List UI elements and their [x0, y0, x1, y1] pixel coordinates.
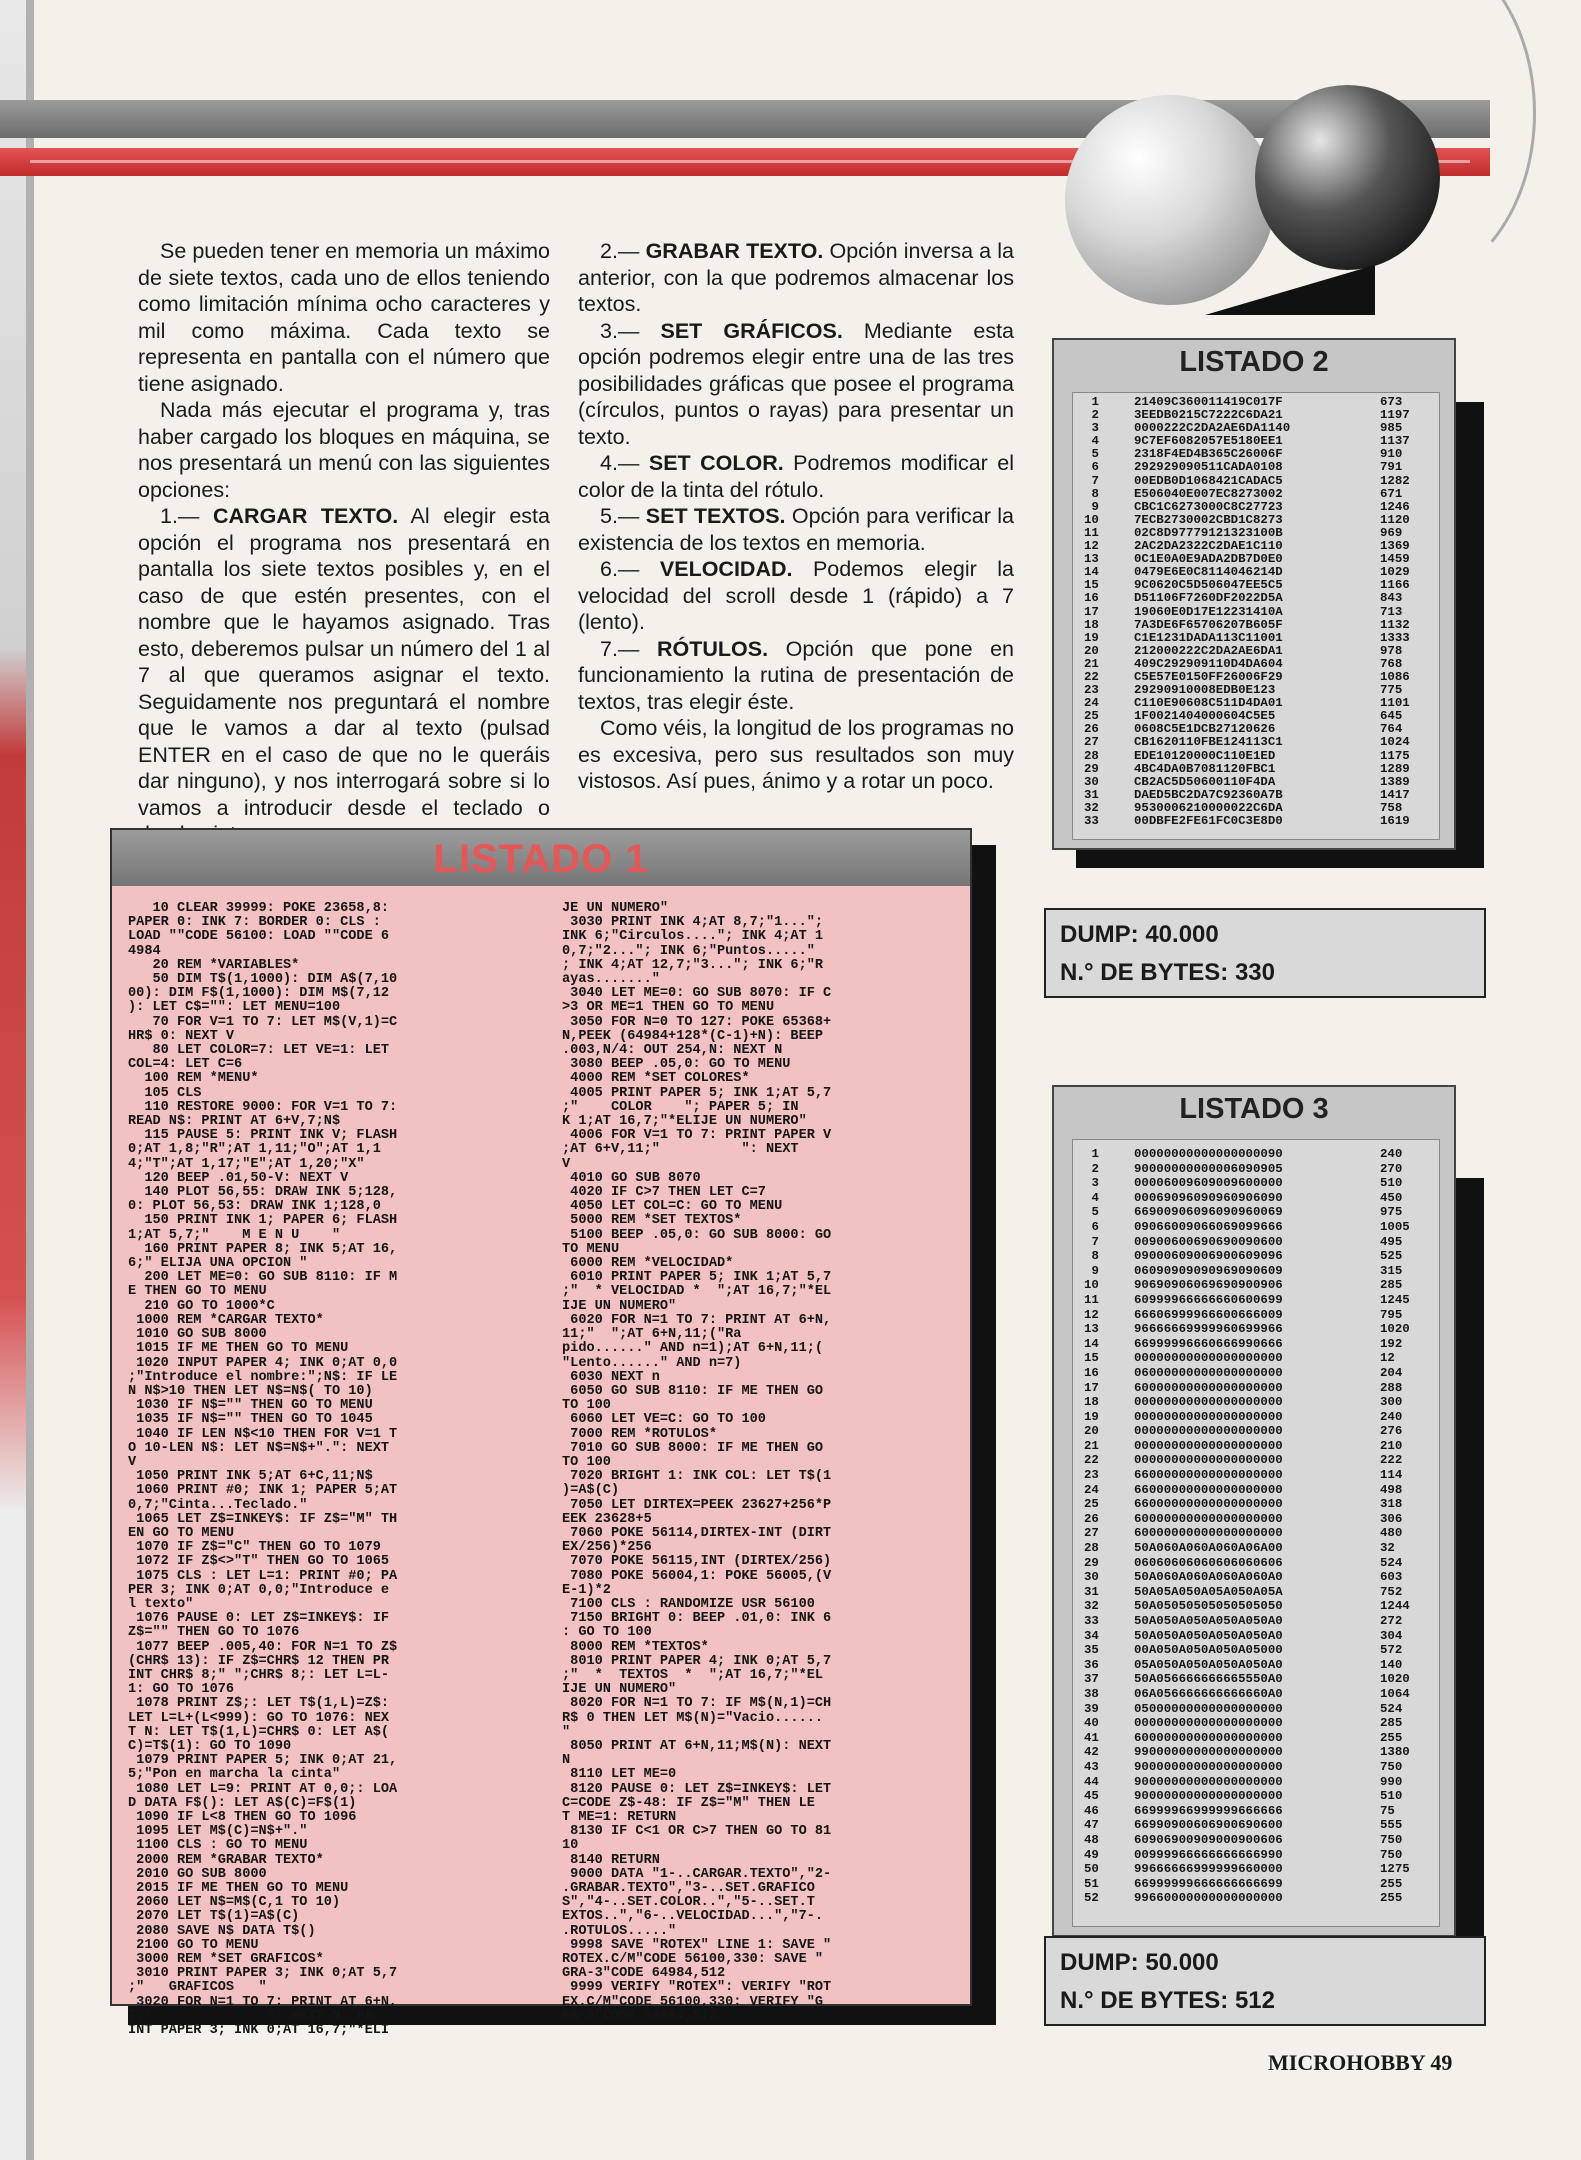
article-right-column [578, 238, 1014, 795]
option-paragraph [578, 450, 1014, 503]
option-number: 1.— [160, 504, 200, 528]
option-number: 3.— [600, 318, 640, 343]
dump-box-2 [1044, 1936, 1486, 2026]
paragraph: Se pueden tener en memoria un máximo de siete textos, cada uno de ellos teniendo como limitación mínima ocho caracteres y mil como máxima. Cada texto se representa en pantalla con el número que tiene asignado. [138, 239, 550, 396]
listado2-checksums: 673 1197 985 1137 910 791 1282 671 1246 1120 969 1369 1459 1029 1166 843 713 1132 1333 978 768 1086 775 1101 645 764 1024 1175 1289 1389 1417 758 1619 [1380, 395, 1410, 828]
black-sphere-illustration [1255, 85, 1440, 270]
white-sphere-illustration [1065, 95, 1275, 305]
option-number: 6.— [600, 557, 640, 581]
dump-address: DUMP: 40.000 [1060, 921, 1219, 948]
left-decorative-rule [26, 0, 34, 2160]
option-name: RÓTULOS. [656, 636, 769, 661]
option-number: 5.— [600, 504, 640, 528]
paragraph: Como véis, la longitud de los programas no es excesiva, pero sus resultados son muy vistosos. Así pues, ánimo y a rotar un poco. [578, 716, 1014, 793]
listado3-line-numbers: 1 2 3 4 5 6 7 8 9 10 11 12 13 14 15 16 17 18 19 20 21 22 23 24 25 26 27 28 29 30 31 32 33 34 35 36 37 38 39 40 41 42 43 44 45 46 47 48 49 50 51 52 [1084, 1147, 1099, 1906]
option-paragraph [578, 556, 1014, 636]
option-name: VELOCIDAD. [659, 557, 793, 581]
listado3-hex-data: 00000000000000000090 90000000000006090905 00006009609009600000 00069096090960906090 66900906096090960069 09066009066069099666 00900600690690090600 09000609006900609096 06090909090969090609 90690906069690900906 60999966666660600699 66606999966600666009 96666669999960699966 66999996660666990666 00000000000000000000 06000000000000000000 60000000000000000000 00000000000000000000 00000000000000000000 00000000000000000000 00000000000000000000 00000000000000000000 66000000000000000000 66000000000000000000 66000000000000000000 60000000000000000000 60000000000000000000 50A060A060A060A06A00 06060606060606060606 50A060A060A060A060A0 50A05A050A05A050A05A 50A05050505050505050 50A050A050A050A050A0 50A050A050A050A050A0 00A050A050A050A05000 05A050A050A050A050A0 50A056666666665550A0 06A056666666666660A0 05000000000000000000 00000000000000000000 60000000000000000000 99000000000000000000 90000000000000000000 90000000000000000000 90000000000000000000 66999966999999666666 66990900606900690600 60906900909000900606 00999966666666666990 99666666999999660000 66999999666666666699 99660000000000000000 [1134, 1147, 1283, 1906]
listado2-hex-data: 21409C360011419C017F 3EEDB0215C7222C6DA21 0000222C2DA2AE6DA1140 9C7EF6082057E5180EE1 2318F4ED4B365C26006F 292929090511CADA0108 00EDB0D1068421CADAC5 E506040E007EC8273002 CBC1C6273000C8C27723 7ECB2730002CBD1C8273 02C8D97779121323100B 2AC2DA2322C2DAE1C110 0C1E0A0E9ADA2DB7D0E0 0479E6E0C8114046214D 9C0620C5D506047EE5C5 D51106F7260DF2022D5A 19060E0D17E12231410A 7A3DE6F65706207B605F C1E1231DADA113C11001 212000222C2DA2AE6DA1 409C292909110D4DA604 C5E57E0150FF26006F29 29290910008EDB0E123 C110E90608C511D4DA01 1F0021404000604C5E5 0608C5E1DCB27120626 CB1620110FBE124113C1 EDE10120000C110E1ED 4BC4DA0B7081120FBC1 CB2AC5D50600110F4DA DAED5BC2DA7C92360A7B 9530006210000022C6DA 00DBFE2FE61FC0C3E8D0 [1134, 395, 1291, 828]
option-number: 7.— [600, 636, 640, 661]
page-footer: MICROHOBBY 49 [1268, 2050, 1453, 2075]
listado3-box [1052, 1085, 1456, 1937]
option-paragraph [578, 318, 1014, 451]
dump-byte-count: N.° DE BYTES: 330 [1060, 959, 1275, 986]
option-number: 2.— [600, 239, 640, 263]
option-name: SET TEXTOS. [645, 504, 786, 528]
option-name: CARGAR TEXTO. [213, 504, 399, 528]
dump-byte-count: N.° DE BYTES: 512 [1060, 1987, 1275, 2014]
listado1-box [110, 828, 972, 2039]
option-paragraph [578, 503, 1014, 556]
paragraph: Nada más ejecutar el programa y, tras haber cargado los bloques en máquina, se nos presentará un menú con las siguientes opciones: [138, 398, 550, 502]
article-left-column [138, 238, 550, 848]
option-text: Podemos elegir la velocidad del scroll desde 1 (rápido) a 7 (lento). [578, 557, 1014, 634]
listado1-code-left: 10 CLEAR 39999: POKE 23658,8: PAPER 0: INK 7: BORDER 0: CLS : LOAD ""CODE 56100: LOAD ""CODE 6 4984 20 REM *VARIABLES* 50 DIM T$(1,1000): DIM A$(7,10 00): DIM F$(1,1000): DIM M$(7,12 ): LET C$="": LET MENU=100 70 FOR V=1 TO 7: LET M$(V,1)=C HR$ 0: NEXT V 80 LET COLOR=7: LET VE=1: LET COL=4: LET C=6 100 REM *MENU* 105 CLS 110 RESTORE 9000: FOR V=1 TO 7: READ N$: PRINT AT 6+V,7;N$ 115 PAUSE 5: PRINT INK V; FLASH 0;AT 1,8;"R";AT 1,11;"O";AT 1,1 4;"T";AT 1,17;"E";AT 1,20;"X" 120 BEEP .01,50-V: NEXT V 140 PLOT 56,55: DRAW INK 5;128, 0: PLOT 56,53: DRAW INK 1;128,0 150 PRINT INK 1; PAPER 6; FLASH 1;AT 5,7;" M E N U " 160 PRINT PAPER 8; INK 5;AT 16, 6;" ELIJA UNA OPCION " 200 LET ME=0: GO SUB 8110: IF M E THEN GO TO MENU 210 GO TO 1000*C 1000 REM *CARGAR TEXTO* 1010 GO SUB 8000 1015 IF ME THEN GO TO MENU 1020 INPUT PAPER 4; INK 0;AT 0,0 ;"Introduce el nombre:";N$: IF LE N N$>10 THEN LET N$=N$( TO 10) 1030 IF N$="" THEN GO TO MENU 1035 IF N$="" THEN GO TO 1045 1040 IF LEN N$<10 THEN FOR V=1 T O 10-LEN N$: LET N$=N$+".": NEXT V 1050 PRINT INK 5;AT 6+C,11;N$ 1060 PRINT #0; INK 1; PAPER 5;AT 0,7;"Cinta...Teclado." 1065 LET Z$=INKEY$: IF Z$="M" TH EN GO TO MENU 1070 IF Z$="C" THEN GO TO 1079 1072 IF Z$<>"T" THEN GO TO 1065 1075 CLS : LET L=1: PRINT #0; PA PER 3; INK 0;AT 0,0;"Introduce e l texto" 1076 PAUSE 0: LET Z$=INKEY$: IF Z$="" THEN GO TO 1076 1077 BEEP .005,40: FOR N=1 TO Z$ (CHR$ 13): IF Z$=CHR$ 12 THEN PR INT CHR$ 8;" ";CHR$ 8;: LET L=L- 1: GO TO 1076 1078 PRINT Z$;: LET T$(1,L)=Z$: LET L=L+(L<999): GO TO 1076: NEX T N: LET T$(1,L)=CHR$ 0: LET A$( C)=T$(1): GO TO 1090 1079 PRINT PAPER 5; INK 0;AT 21, 5;"Pon en marcha la cinta" 1080 LET L=9: PRINT AT 0,0;: LOA D DATA F$(): LET A$(C)=F$(1) 1090 IF L<8 THEN GO TO 1096 1095 LET M$(C)=N$+"." 1100 CLS : GO TO MENU 2000 REM *GRABAR TEXTO* 2010 GO SUB 8000 2015 IF ME THEN GO TO MENU 2060 LET N$=M$(C,1 TO 10) 2070 LET T$(1)=A$(C) 2080 SAVE N$ DATA T$() 2100 GO TO MENU 3000 REM *SET GRAFICOS* 3010 PRINT PAPER 3; INK 0;AT 5,7 ;" GRAFICOS " 3020 FOR N=1 TO 7: PRINT AT 6+N, 7;" ": NEXT N: PA INT PAPER 3; INK 0;AT 16,7;"*ELI [128, 901, 398, 2039]
option-paragraph [138, 503, 550, 848]
left-decorative-strip [0, 0, 26, 2160]
listado3-checksums: 240 270 510 450 975 1005 495 525 315 285 1245 795 1020 192 12 204 288 300 240 276 210 222 114 498 318 306 480 32 524 603 752 1244 272 304 572 140 1020 1064 524 285 255 1380 750 990 510 75 555 750 750 1275 255 255 [1380, 1147, 1410, 1906]
listado3-title: LISTADO 3 [1179, 1093, 1329, 1125]
dump-box-1 [1044, 908, 1486, 998]
option-name: SET COLOR. [648, 451, 784, 475]
listado2-title: LISTADO 2 [1179, 346, 1329, 378]
option-text: Mediante esta opción podremos elegir entre una de las tres posibilidades gráficas que posee el programa (círculos, puntos o rayas) para presentar un texto. [578, 318, 1015, 449]
option-text: Opción que pone en funcionamiento la rutina de presentación de textos, tras elegir éste. [578, 636, 1014, 714]
listado2-line-numbers: 1 2 3 4 5 6 7 8 9 10 11 12 13 14 15 16 17 18 19 20 21 22 23 24 25 26 27 28 29 30 31 32 33 [1084, 395, 1099, 828]
listado1-title: LISTADO 1 [112, 830, 970, 886]
option-name: SET GRÁFICOS. [660, 318, 843, 343]
option-paragraph [578, 636, 1014, 716]
dump-address: DUMP: 50.000 [1060, 1949, 1219, 1976]
listado1-code-right: JE UN NUMERO" 3030 PRINT INK 4;AT 8,7;"1..."; INK 6;"Circulos...."; INK 4;AT 1 0,7;"2..."; INK 6;"Puntos....." ; INK 4;AT 12,7;"3..."; INK 6;"R ayas......." 3040 LET ME=0: GO SUB 8070: IF C >3 OR ME=1 THEN GO TO MENU 3050 FOR N=0 TO 127: POKE 65368+ N,PEEK (64984+128*(C-1)+N): BEEP .003,N/4: OUT 254,N: NEXT N 3080 BEEP .05,0: GO TO MENU 4000 REM *SET COLORES* 4005 PRINT PAPER 5; INK 1;AT 5,7 ;" COLOR "; PAPER 5; IN K 1;AT 16,7;"*ELIJE UN NUMERO" 4006 FOR V=1 TO 7: PRINT PAPER V ;AT 6+V,11;" ": NEXT V 4010 GO SUB 8070 4020 IF C>7 THEN LET C=7 4050 LET COL=C: GO TO MENU 5000 REM *SET TEXTOS* 5100 BEEP .05,0: GO SUB 8000: GO TO MENU 6000 REM *VELOCIDAD* 6010 PRINT PAPER 5; INK 1;AT 5,7 ;" * VELOCIDAD * ";AT 16,7;"*EL IJE UN NUMERO" 6020 FOR N=1 TO 7: PRINT AT 6+N, 11;" ";AT 6+N,11;("Ra pido......" AND n=1);AT 6+N,11;( "Lento......" AND n=7) 6030 NEXT n 6050 GO SUB 8110: IF ME THEN GO TO 100 6060 LET VE=C: GO TO 100 7000 REM *ROTULOS* 7010 GO SUB 8000: IF ME THEN GO TO 100 7020 BRIGHT 1: INK COL: LET T$(1 )=A$(C) 7050 LET DIRTEX=PEEK 23627+256*P EEK 23628+5 7060 POKE 56114,DIRTEX-INT (DIRT EX/256)*256 7070 POKE 56115,INT (DIRTEX/256) 7080 POKE 56004,1: POKE 56005,(V E-1)*2 7100 CLS : RANDOMIZE USR 56100 7150 BRIGHT 0: BEEP .01,0: INK 6 : GO TO 100 8000 REM *TEXTOS* 8010 PRINT PAPER 4; INK 0;AT 5,7 ;" * TEXTOS * ";AT 16,7;"*EL IJE UN NUMERO" 8020 FOR N=1 TO 7: IF M$(N,1)=CH R$ 0 THEN LET M$(N)="Vacio...... " 8050 PRINT AT 6+N,11;M$(N): NEXT N 8110 LET ME=0 8120 PAUSE 0: LET Z$=INKEY$: LET C=CODE Z$-48: IF Z$="M" THEN LE T ME=1: RETURN 8130 IF C<1 OR C>7 THEN GO TO 81 10 8140 RETURN 9000 DATA "1-..CARGAR.TEXTO","2- .GRABAR.TEXTO","3-..SET.GRAFICO S","4-..SET.COLOR..","5-..SET.T EXTOS..","6-..VELOCIDAD...","7-. .ROTULOS....." 9998 SAVE "ROTEX" LINE 1: SAVE " ROTEX.C/M"CODE 56100,330: SAVE " GRA-3"CODE 64984,512 9999 VERIFY "ROTEX": VERIFY "ROT EX.C/M"CODE 56100,330: VERIFY "G RA-3"CODE 64984,512 [562, 901, 832, 2024]
option-text: Al elegir esta opción el programa nos presentará en pantalla los siete textos posibles y, en el caso de que estén presentes, con el nombre que le hayamos asignado. Tras esto, deberemos pulsar un número del 1 al 7 al que queramos asignar el texto. Seguidamente nos preguntará el nombre que le vamos a dar al texto (pulsad ENTER en el caso de que no le queráis dar ninguno), y nos interrogará sobre si lo vamos a introducir desde el teclado o [138, 504, 550, 820]
option-text: Podremos modificar el color de la tinta del rótulo. [578, 451, 1014, 502]
listado2-box [1052, 338, 1456, 850]
option-name: GRABAR TEXTO. [645, 239, 824, 263]
option-text: Opción inversa a la anterior, con la que podremos almacenar los textos. [578, 239, 1014, 316]
option-text: Opción para verificar la existencia de los textos en memoria. [578, 504, 1014, 555]
option-number: 4.— [600, 451, 640, 475]
option-paragraph [578, 238, 1014, 318]
